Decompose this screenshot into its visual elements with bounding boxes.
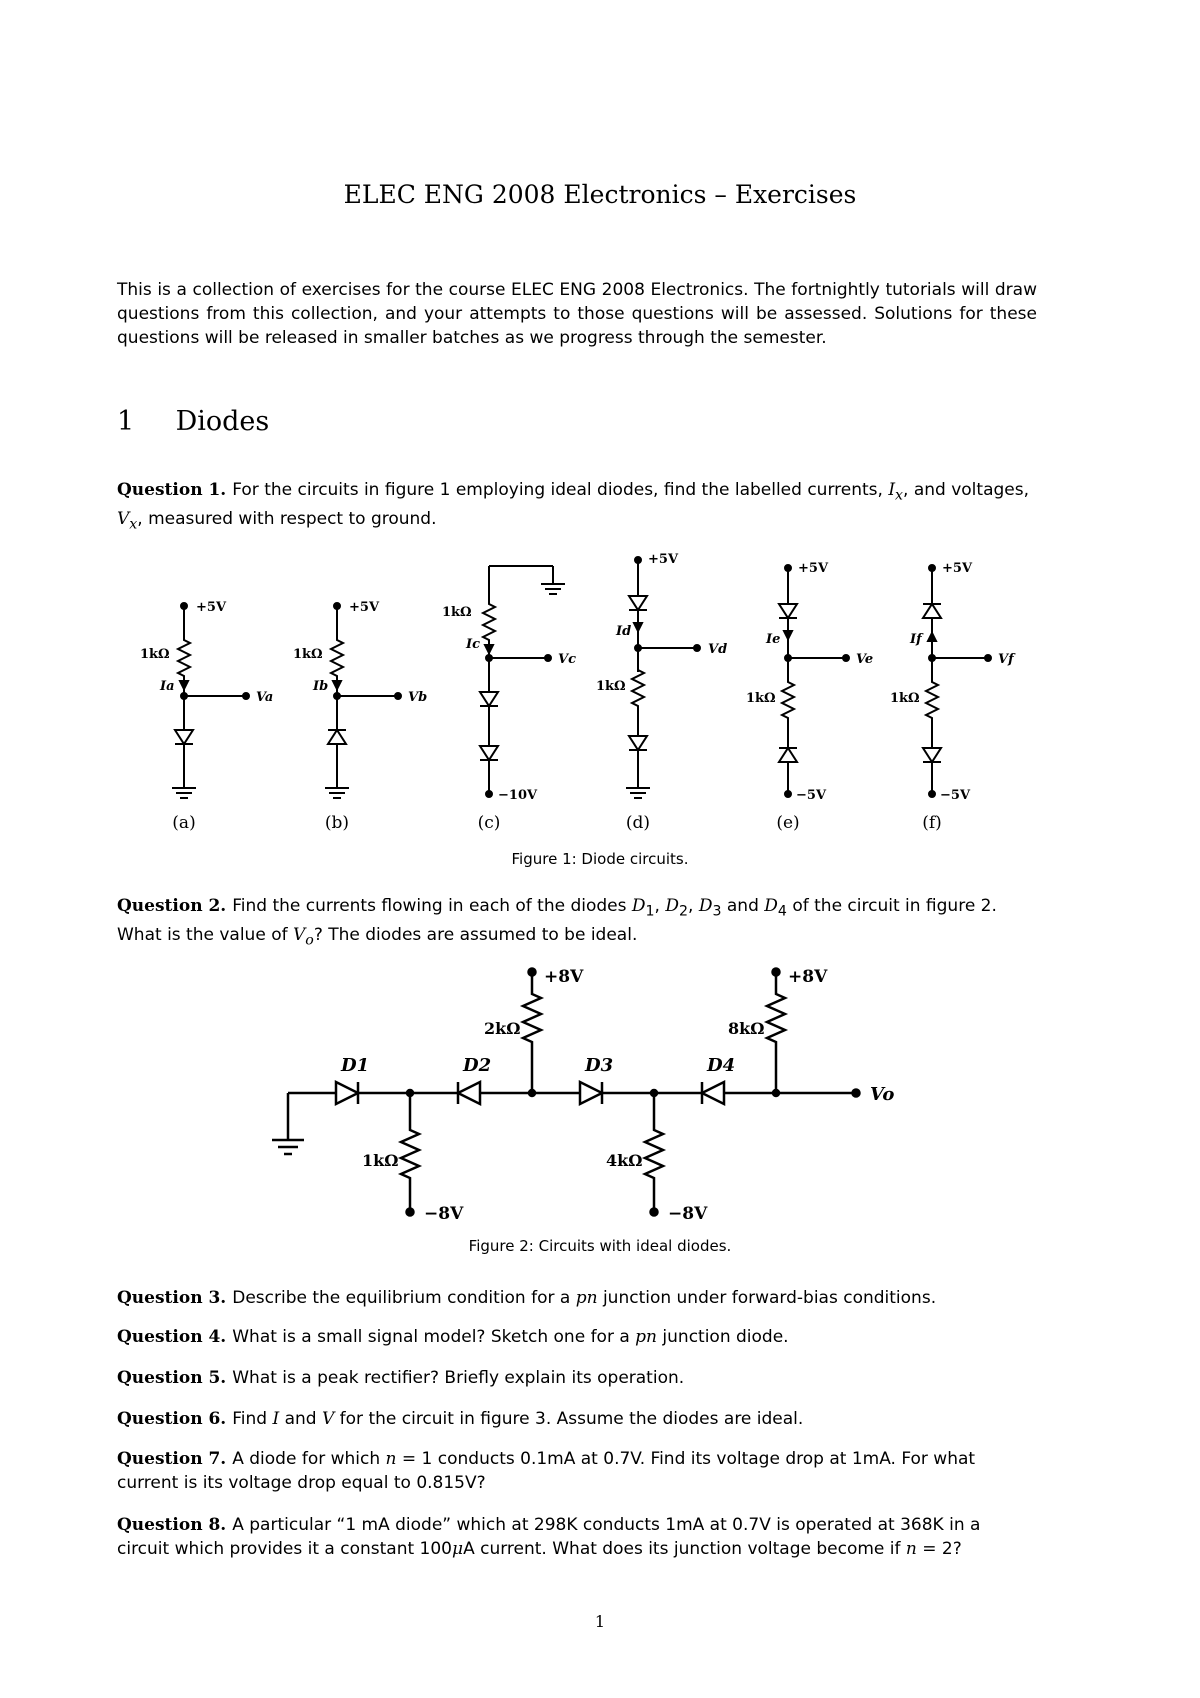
- question-label: Question 3.: [117, 1288, 227, 1308]
- figure-1-diode-circuits: [0, 540, 1200, 840]
- circuit-2: [272, 969, 860, 1216]
- label-d-res: 1kΩ: [596, 679, 626, 694]
- question-2: Question 2. Find the currents flowing in each of the diodes $D_1$, $D_2$, $D_3$ and $D_4$ of the circuit in figure 2. What is the value of $V_o$? The diodes are assumed to be ideal.: [117, 896, 997, 949]
- label-vbot1: −8V: [424, 1204, 464, 1224]
- diode-D4: [702, 1082, 724, 1104]
- label-d-voltage: Vd: [708, 642, 728, 657]
- diode-e2: [779, 748, 797, 762]
- label-r1k: 1kΩ: [362, 1151, 399, 1170]
- page-number: 1: [594, 1612, 606, 1631]
- figure-2-ideal-diodes: [0, 955, 1200, 1230]
- label-D2: D2: [463, 1055, 492, 1076]
- question-1: Question 1. For the circuits in figure 1 employing ideal diodes, find the labelled currents, $I_x$, and voltages, $V_x$, measured with respect to ground.: [117, 480, 1030, 533]
- diode-b: [328, 730, 346, 744]
- diode-e1: [779, 604, 797, 618]
- label-f-current: If: [910, 632, 922, 647]
- section-heading: [117, 406, 269, 437]
- label-d-tag: (d): [625, 813, 651, 833]
- resistor-a: [178, 634, 190, 682]
- label-r8k: 8kΩ: [728, 1019, 765, 1038]
- label-f-voltage: Vf: [998, 652, 1014, 667]
- resistor-4k: [645, 1124, 663, 1184]
- diode-a: [175, 730, 193, 744]
- label-a-voltage: Va: [256, 690, 274, 705]
- label-e-current: Ie: [766, 632, 781, 647]
- diode-d1: [629, 596, 647, 610]
- question-4: Question 4. What is a small signal model? Sketch one for a pn junction diode.: [117, 1327, 789, 1347]
- label-f-bottom: −5V: [940, 788, 971, 803]
- ground-c: [541, 584, 565, 594]
- label-e-voltage: Ve: [856, 652, 874, 667]
- label-b-res: 1kΩ: [293, 647, 323, 662]
- section-number: 1: [117, 406, 135, 437]
- label-r2k: 2kΩ: [484, 1019, 521, 1038]
- label-c-tag: (c): [477, 813, 501, 833]
- section-title: Diodes: [175, 406, 270, 437]
- label-e-supply: +5V: [798, 561, 829, 576]
- resistor-8k: [767, 988, 785, 1048]
- label-c-res: 1kΩ: [442, 605, 472, 620]
- question-6: Question 6. Find I and V for the circuit in figure 3. Assume the diodes are ideal.: [117, 1409, 804, 1429]
- circuit-c: [480, 566, 565, 797]
- circuit-e: [779, 565, 849, 797]
- question-label: Question 6.: [117, 1409, 227, 1429]
- label-b-supply: +5V: [349, 600, 380, 615]
- label-c-voltage: Vc: [558, 652, 577, 667]
- label-c-current: Ic: [466, 637, 480, 652]
- question-3: Question 3. Describe the equilibrium condition for a pn junction under forward-bias conditions.: [117, 1288, 937, 1308]
- circuit-d: [626, 557, 700, 798]
- question-label: Question 8.: [117, 1515, 227, 1535]
- diode-f2: [923, 748, 941, 762]
- label-b-current: Ib: [313, 679, 329, 694]
- label-b-tag: (b): [324, 813, 350, 833]
- ground-d: [626, 788, 650, 798]
- label-e-bottom: −5V: [796, 788, 827, 803]
- diode-D2: [458, 1082, 480, 1104]
- label-f-res: 1kΩ: [890, 691, 920, 706]
- label-a-res: 1kΩ: [140, 647, 170, 662]
- label-e-res: 1kΩ: [746, 691, 776, 706]
- label-d-supply: +5V: [648, 552, 679, 567]
- figure-2-caption: Figure 2: Circuits with ideal diodes.: [468, 1237, 732, 1255]
- label-e-tag: (e): [776, 813, 800, 833]
- question-label: Question 7.: [117, 1449, 227, 1469]
- circuit-a: [172, 603, 249, 798]
- resistor-1k: [401, 1124, 419, 1184]
- label-D4: D4: [707, 1055, 736, 1076]
- label-vtop2: +8V: [788, 967, 828, 987]
- diode-D3: [580, 1082, 602, 1104]
- label-c-bottom: −10V: [498, 788, 538, 803]
- ground-a: [172, 788, 196, 798]
- label-a-current: Ia: [160, 679, 175, 694]
- label-r4k: 4kΩ: [606, 1151, 643, 1170]
- circuit-b: [325, 603, 401, 798]
- label-vo: Vo: [870, 1084, 895, 1105]
- resistor-b: [331, 634, 343, 682]
- question-5: Question 5. What is a peak rectifier? Briefly explain its operation.: [117, 1368, 685, 1388]
- label-D3: D3: [585, 1055, 614, 1076]
- question-label: Question 4.: [117, 1327, 227, 1347]
- resistor-c: [483, 598, 495, 646]
- resistor-2k: [523, 988, 541, 1048]
- question-8: Question 8. A particular “1 mA diode” which at 298K conducts 1mA at 0.7V is operated at 368K in a circuit which provides it a constant 100μA current. What does its junction voltage become if n = 2?: [117, 1515, 981, 1559]
- label-a-tag: (a): [172, 813, 196, 833]
- diode-f1: [923, 604, 941, 618]
- label-D1: D1: [341, 1055, 370, 1076]
- question-label: Question 2.: [117, 896, 227, 916]
- circuit-f: [923, 565, 991, 797]
- label-a-supply: +5V: [196, 600, 227, 615]
- label-b-voltage: Vb: [408, 690, 428, 705]
- figure-1-caption: Figure 1: Diode circuits.: [511, 850, 689, 868]
- label-vbot2: −8V: [668, 1204, 708, 1224]
- diode-D1: [336, 1082, 358, 1104]
- question-7: Question 7. A diode for which n = 1 conducts 0.1mA at 0.7V. Find its voltage drop at 1mA. For what current is its voltage drop equal to 0.815V?: [117, 1449, 976, 1493]
- diode-c2: [480, 746, 498, 760]
- label-f-supply: +5V: [942, 561, 973, 576]
- resistor-e: [782, 676, 794, 724]
- page-title: ELEC ENG 2008 Electronics – Exercises: [343, 180, 857, 209]
- question-label: Question 5.: [117, 1368, 227, 1388]
- ground-b: [325, 788, 349, 798]
- intro-paragraph: This is a collection of exercises for the course ELEC ENG 2008 Electronics. The fortnightly tutorials will draw questions from this collection, and your attempts to those questions will be assessed. Solutions for these questions will be released in smaller batches as we progress through the semester.: [117, 280, 1037, 348]
- resistor-f: [926, 676, 938, 724]
- diode-d2: [629, 736, 647, 750]
- label-f-tag: (f): [922, 813, 942, 833]
- question-label: Question 1.: [117, 480, 227, 500]
- label-vtop1: +8V: [544, 967, 584, 987]
- current-arrow: [180, 681, 188, 689]
- label-d-current: Id: [616, 624, 632, 639]
- diode-c1: [480, 692, 498, 706]
